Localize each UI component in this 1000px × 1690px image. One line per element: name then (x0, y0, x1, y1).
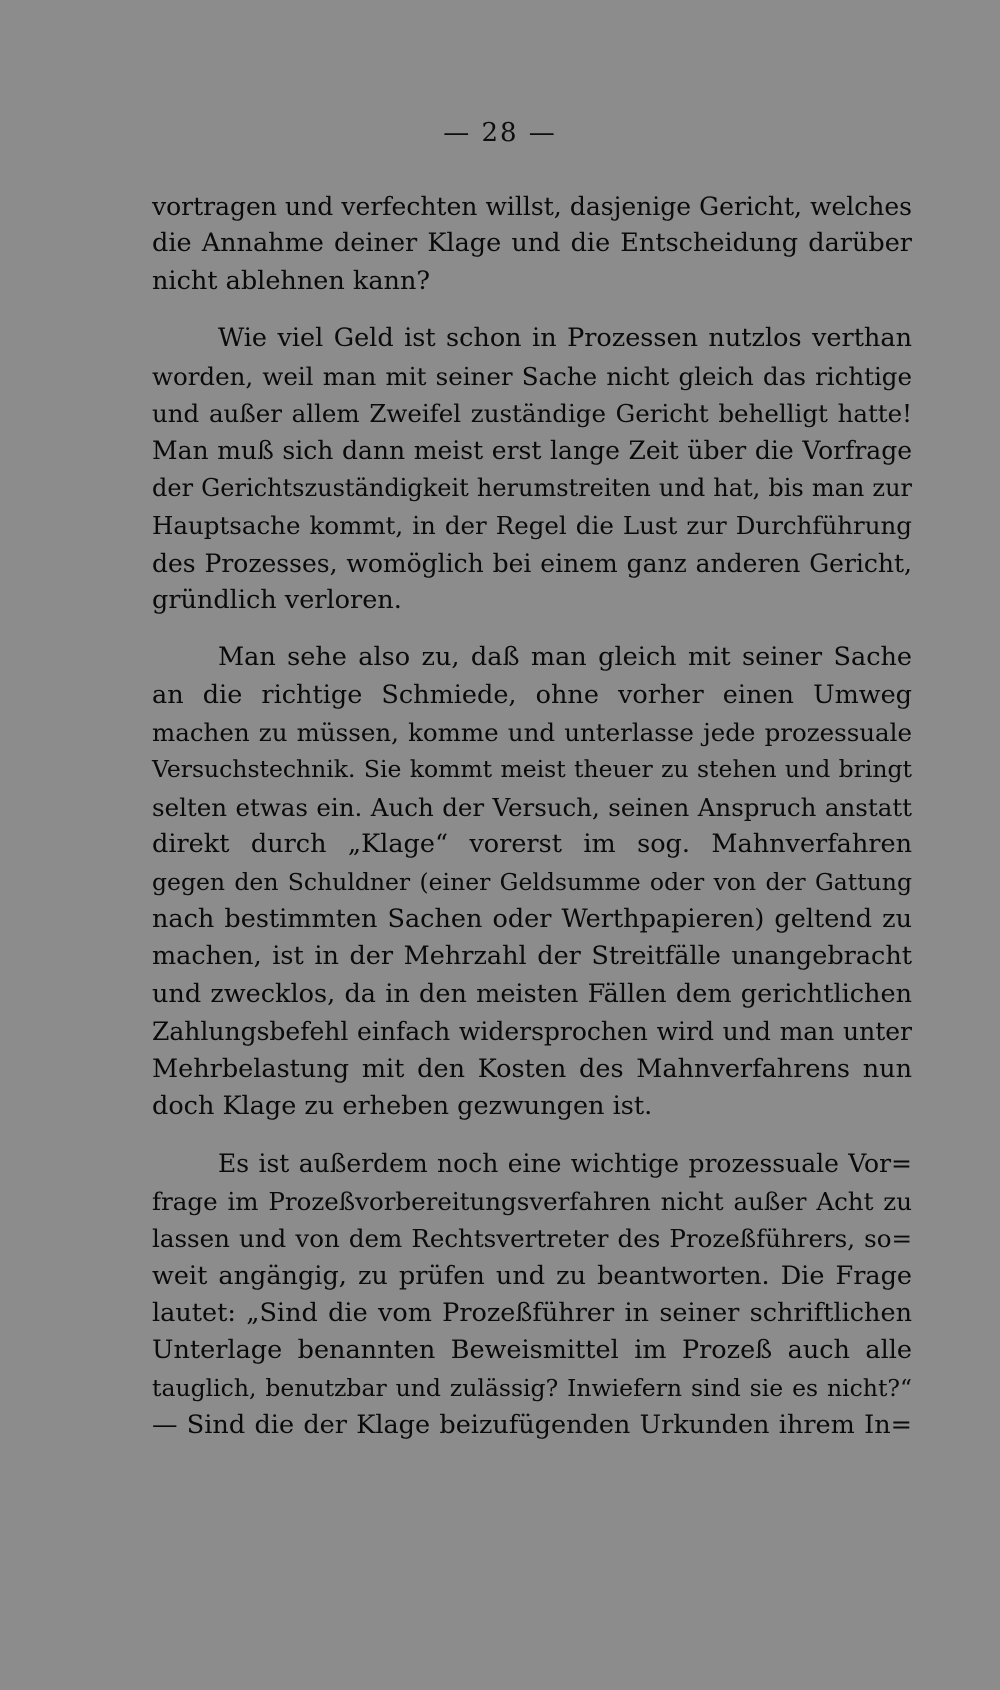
text-line: selten etwas ein. Auch der Versuch, seinen Anspruch anstatt (152, 792, 912, 822)
text-line: an die richtige Schmiede, ohne vorher einen Umweg (152, 679, 912, 710)
text-line: vortragen und verfechten willst, dasjenige Gericht, welches (152, 192, 912, 221)
text-line: Hauptsache kommt, in der Regel die Lust zur Durchführung (152, 511, 912, 541)
text-line: machen, ist in der Mehrzahl der Streitfälle unangebracht (152, 941, 912, 972)
paragraph (152, 320, 912, 619)
text-line: Man sehe also zu, daß man gleich mit seiner Sache (218, 642, 912, 673)
paragraph (152, 639, 912, 1125)
text-line: direkt durch „Klage“ vorerst im sog. Mahnverfahren (152, 829, 912, 860)
text-line: tauglich, benutzbar und zulässig? Inwiefern sind sie es nicht?“ (152, 1373, 912, 1402)
text-line: und zwecklos, da in den meisten Fällen dem gerichtlichen (152, 978, 912, 1009)
text-line: Wie viel Geld ist schon in Prozessen nutzlos verthan (218, 323, 912, 354)
text-line: worden, weil man mit seiner Sache nicht gleich das richtige (152, 361, 912, 391)
text-line: die Annahme deiner Klage und die Entscheidung darüber (152, 228, 912, 259)
text-line: nach bestimmten Sachen oder Werthpapieren) geltend zu (152, 904, 912, 935)
text-line: und außer allem Zweifel zuständige Gericht behelligt hatte! (152, 398, 912, 428)
text-line: lassen und von dem Rechtsvertreter des Prozeßführers, so= (152, 1224, 912, 1254)
body-text (152, 188, 912, 1445)
paragraph (152, 1145, 912, 1444)
text-line: der Gerichtszuständigkeit herumstreiten und hat, bis man zur (152, 473, 912, 502)
text-line: Versuchstechnik. Sie kommt meist theuer zu stehen und bringt (152, 755, 912, 784)
text-line: nicht ablehnen kann? (152, 265, 431, 296)
text-line: gegen den Schuldner (einer Geldsumme oder von der Gattung (152, 867, 912, 896)
text-line: Zahlungsbefehl einfach widersprochen wird und man unter (152, 1017, 912, 1047)
paragraph (152, 188, 912, 300)
text-line: Es ist außerdem noch eine wichtige prozessuale Vor= (218, 1149, 912, 1179)
text-line: machen zu müssen, komme und unterlasse jede prozessuale (152, 718, 912, 748)
text-line: weit angängig, zu prüfen und zu beantworten. Die Frage (152, 1260, 912, 1291)
text-line: lautet: „Sind die vom Prozeßführer in seiner schriftlichen (152, 1297, 912, 1328)
text-line: des Prozesses, womöglich bei einem ganz anderen Gericht, (152, 548, 912, 578)
text-line: frage im Prozeßvorbereitungsverfahren nicht außer Acht zu (152, 1186, 912, 1216)
text-line: Mehrbelastung mit den Kosten des Mahnverfahrens nun (152, 1053, 912, 1084)
text-line: Unterlage benannten Beweismittel im Prozeß auch alle (152, 1335, 912, 1366)
page-number: — 28 — (443, 118, 557, 148)
text-line: — Sind die der Klage beizufügenden Urkunden ihrem In= (152, 1410, 912, 1441)
text-line: gründlich verloren. (152, 584, 402, 615)
text-line: Man muß sich dann meist erst lange Zeit über die Vorfrage (152, 436, 912, 466)
text-line: doch Klage zu erheben gezwungen ist. (152, 1090, 653, 1121)
